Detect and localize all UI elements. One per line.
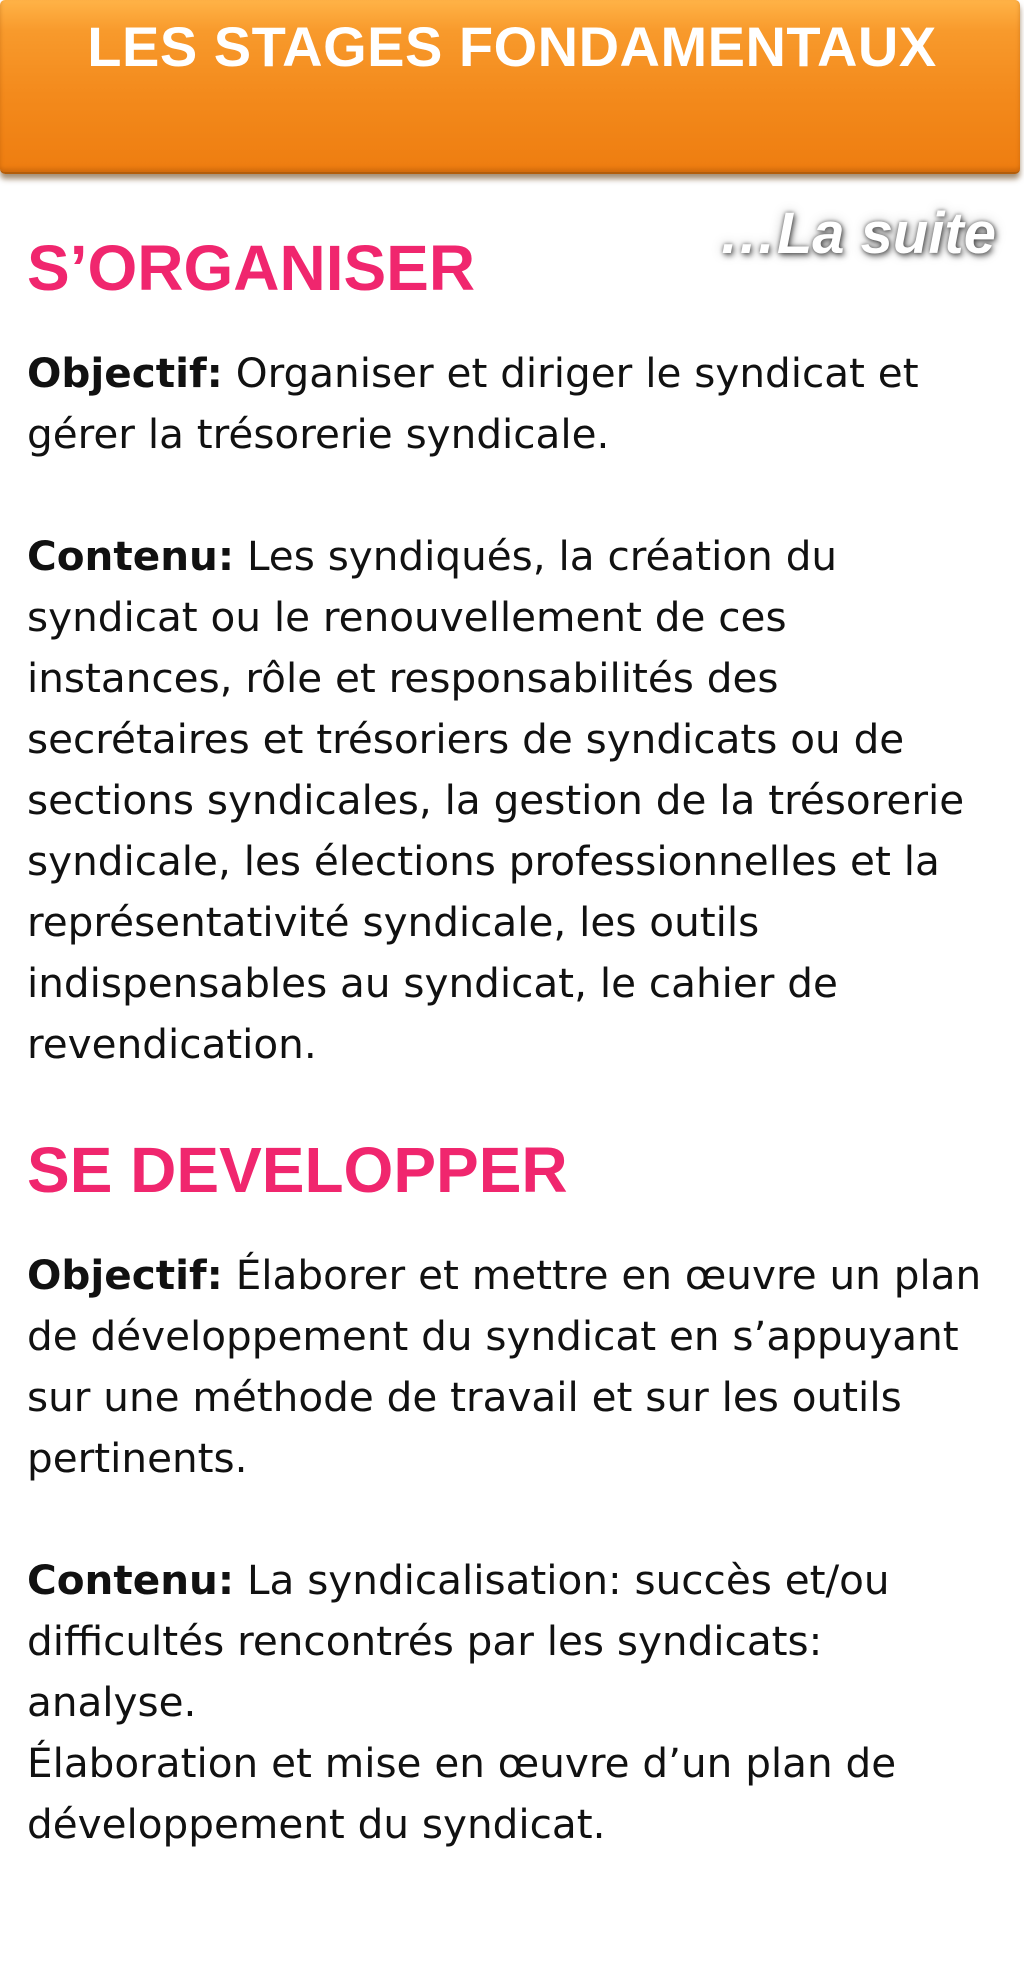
objective-text: Organiser et diriger le syndicat et gérer la trésorerie syndicale. <box>27 349 919 458</box>
objective-label: Objectif: <box>27 349 223 397</box>
content-paragraph <box>27 1550 1002 1733</box>
content-paragraph <box>27 526 1002 1075</box>
header-banner <box>0 0 1020 174</box>
objective-text: Élaborer et mettre en œuvre un plan de développement du syndicat en s’appuyant sur une méthode de travail et sur les outils pertinents. <box>27 1251 982 1482</box>
section-title: S’ORGANISER <box>27 232 476 304</box>
objective-paragraph <box>27 1245 1002 1489</box>
page-title: LES STAGES FONDAMENTAUX <box>87 15 937 78</box>
content-paragraph-continued: Élaboration et mise en œuvre d’un plan de développement du syndicat. <box>27 1739 897 1848</box>
objective-label: Objectif: <box>27 1251 223 1299</box>
objective-paragraph <box>27 343 1002 465</box>
content-text: La syndicalisation: succès et/ou difficultés rencontrés par les syndicats: analyse. <box>27 1556 890 1726</box>
main-content <box>27 228 1002 1855</box>
section-developper <box>27 1130 1002 1855</box>
section-title: SE DEVELOPPER <box>27 1134 568 1206</box>
continuation-label: …La suite <box>718 201 996 266</box>
content-label: Contenu: <box>27 1556 235 1604</box>
content-label: Contenu: <box>27 532 235 580</box>
content-text: Les syndiqués, la création du syndicat ou le renouvellement de ces instances, rôle et responsabilités des secrétaires et trésoriers de syndicats ou de sections syndicales, la gestion de la trésorerie syndicale, les élections professionnelles et la représentativité syndicale, les outils indispensables au syndicat, le cahier de revendication. <box>27 532 965 1068</box>
section-organiser <box>27 228 1002 1075</box>
